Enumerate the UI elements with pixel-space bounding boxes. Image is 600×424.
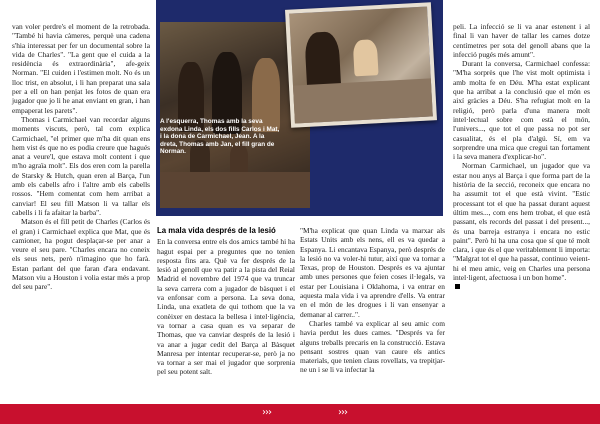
photo-panel (156, 0, 443, 216)
paragraph: Thomas i Carmichael van recordar alguns moments viscuts, però, tal com explica Carmichael, "el primer que m'ha dit quan ens hem vist és que no es podia creure que hagués anat a veure'l, que estava molt content i que m'ho agraïa molt". Els dos eren com la parella de Starsky & Hutch, quan eren al Barça, l'un amb els cabells afro i l'altre amb els cabells rossos. "Hem comentat com hem arribat a canviar! El seu fill Matson li va tallar els cabells i li fa afaitar la barba". (12, 114, 150, 217)
paragraph: En la conversa entre els dos amics també hi ha hagut espai per a preguntes que no tenien resposta fins ara. Què va fer després de la lesió al genoll que va patir a la pista del Reial Madrid el novembre del 1974 que va truncar la seva carrera com a jugador de bàsquet i el va enfonsar com a persona. La seva dona, Linda, una exatleta de qui tothom que la va conèixer en destaca la bellesa i intel·ligència, va tornar a casa quan es va separar de Thomas, que va canviar després de la lesió i va anar a jugar cedit del Barça al Bàsquet Manresa per intentar recuperar-se, però ja no va tornar a ser mai el jugador que sorprenia pel seu potent salt. (157, 237, 295, 377)
footer-bar (0, 404, 600, 424)
article-column-4 (453, 22, 590, 292)
section-heading: La mala vida després de la lesió (157, 226, 276, 235)
paragraph: Charles també va explicar al seu amic com havia perdut les dues cames. "Després va fer alguns treballs precaris en la construcció. Estava pensant sostres quan van caure els antics materials, que tenien claus rovellats, va trepitjar-ne un i se li va infectar la (300, 318, 445, 375)
paragraph: van voler perdre's el moment de la retrobada. "També hi havia càmeres, perquè una cadena s'hia interessat per fer un documental sobre la vida de Charles". "La gent que el cuida a la residència és extraordinària", afe-geix Norman. "El cuiden i l'estimen molt. No és un lloc trist, en absolut, i li han preparat una sala per a ell on han penjat les fotos de quan era jugador que jo li he anat enviant en gran, i han empaperat les parets". (12, 22, 150, 115)
paragraph: Matson és el fill petit de Charles (Carlos és el gran) i Carmichael explica que Mat, que és camioner, ha pogut desplaçar-se per anar a veure el seu pare. "Charles encara no coneix els seus nets, però n'imagino que ho farà. Estan parlant del que faran d'ara endavant. Matson viu a Houston i volia estar més a prop del seu pare". (12, 217, 150, 292)
end-mark-icon (455, 284, 460, 289)
article-column-1 (12, 22, 150, 292)
paragraph: Norman Carmichael, un jugador que va estar nou anys al Barça i que forma part de la història de la secció, reconeix que encara no ha assumit tot el que està vivint. "Estic processant tot el que ha passat durant aquest últim mes..., com ens hem trobat, el que està passant, els records del passat i del present..., és una barreja estranya i encara no estic paint". Però hi ha una cosa que sí que té molt clara, i que és el que veritablement li importa: "Malgrat tot el que ha passat, continuo veient-hi el meu amic, veig en Charles una persona intel·ligent, afectuosa i un bon home". (453, 161, 590, 283)
paragraph: peli. La infecció se li va anar estenent i al final li van haver de tallar les cames dotze centímetres per sota del genoll abans que la infecció pugés més amunt". (453, 22, 590, 59)
article-column-2 (157, 226, 295, 377)
father-son-photo (285, 2, 437, 127)
article-column-3 (300, 226, 445, 375)
photo-caption: A l'esquerra, Thomas amb la seva exdona Linda, els dos fills Carlos i Mat, i la dona de Carmichael, Jean. A la dreta, Thomas amb Jan, el fill gran de Norman. (160, 118, 280, 156)
chevron-right-icon: ››› (262, 407, 271, 418)
paragraph: "M'ha explicat que quan Linda va marxar als Estats Units amb els nens, ell es va quedar a Espanya. Li encantava Espanya, però després de la lesió no va voler-hi tutur, així que va tornar a Texas, prop de Houston. Després es va ajuntar amb unes persones que feien coses il·legals, va estar per Louisiana i Oklahoma, i va entrar en aquesta mala vida i va aprendre d'ells. Va entrar en el món de les drogues i li van ensenyar a demanar al carrer..". (300, 226, 445, 319)
chevron-right-icon: ››› (338, 407, 347, 418)
paragraph: Durant la conversa, Carmichael confessa: "M'ha sorprès que l'he vist molt optimista i amb molta fe en Déu. M'ha estat explicant que ha arribat a la conclusió que el món es així gràcies a Déu. S'ha refugiat molt en la religió, però parla d'una manera molt intel·lectual sobre com està el món, l'univers..., que tot el que passa no pot ser casualitat, és el pla d'algú. Sí, em va sorprendre una mica que cregui tan fortament i la seva manera d'explicar-ho". (453, 59, 590, 162)
